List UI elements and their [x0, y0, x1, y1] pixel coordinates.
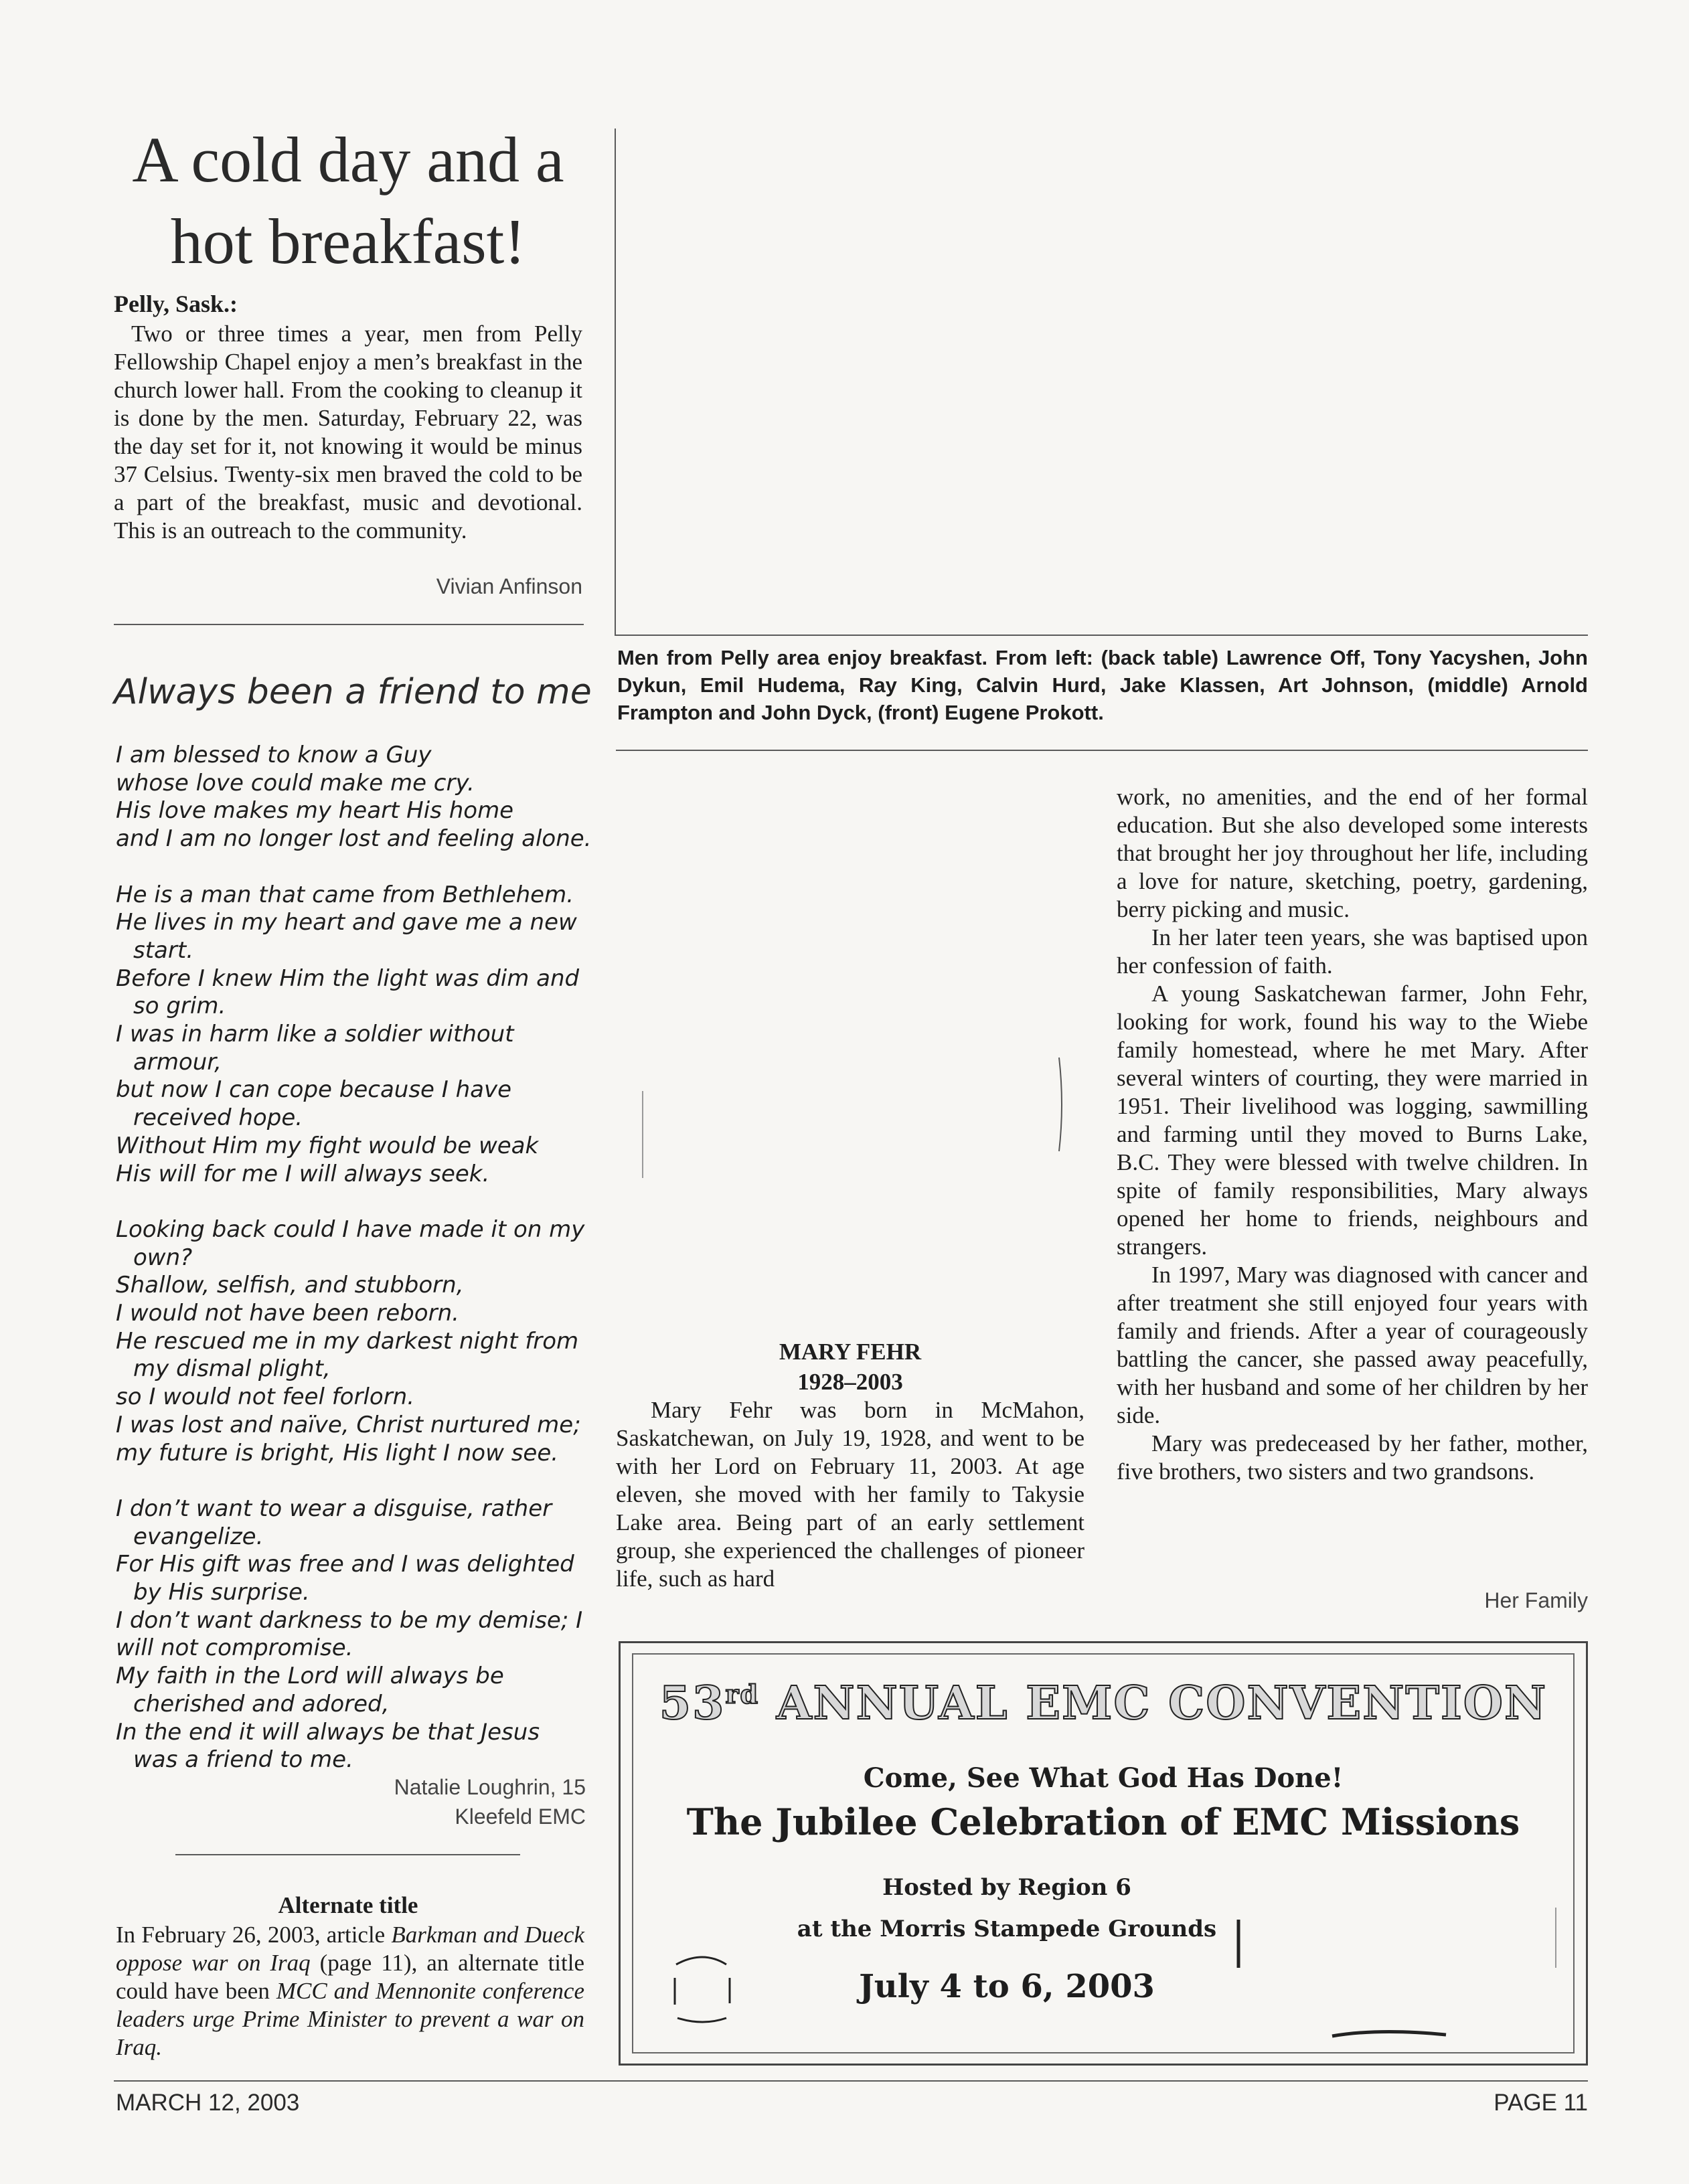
obituary-photo-marks	[623, 776, 1078, 1285]
poem-line: will not compromise.	[116, 1634, 353, 1662]
alternate-title-heading: Alternate title	[278, 1892, 418, 1918]
poem-stanza	[116, 1495, 591, 1774]
poem-line: but now I can cope because I have	[116, 1076, 512, 1104]
convention-ad-venue: at the Morris Stampede Grounds	[797, 1916, 1217, 1942]
obituary-column-2	[1117, 783, 1588, 1486]
poem-line: start.	[133, 936, 193, 964]
poem-line: I don’t want darkness to be my demise; I	[116, 1606, 583, 1634]
poem-line: I was in harm like a soldier without	[116, 1021, 514, 1048]
obituary-name: MARY FEHR	[779, 1339, 922, 1365]
alternate-title-body	[116, 1921, 584, 2062]
poem-line: Without Him my fight would be weak	[116, 1132, 539, 1159]
poem-author: Natalie Loughrin, 15	[394, 1775, 586, 1799]
divider-left-2	[175, 1854, 520, 1855]
convention-ordinal: rd	[725, 1679, 760, 1709]
convention-heading-text: ANNUAL EMC CONVENTION	[776, 1677, 1548, 1730]
poem-line: His will for me I will always seek.	[116, 1160, 490, 1187]
convention-ad-logo-mark	[663, 1951, 743, 2031]
poem-line: In the end it will always be that Jesus	[116, 1718, 540, 1746]
poem-byline	[348, 1772, 586, 1831]
breakfast-byline: Vivian Anfinson	[436, 574, 582, 598]
alt-article-title: Barkman and Dueck oppose war on Iraq	[116, 1922, 584, 1976]
poem-line: armour,	[133, 1048, 222, 1076]
breakfast-headline: A cold day and a hot breakfast!	[132, 124, 564, 277]
poem-line: I don’t want to wear a disguise, rather	[116, 1495, 552, 1522]
poem-line: He is a man that came from Bethlehem.	[116, 881, 574, 908]
poem-line: whose love could make me cry.	[116, 769, 475, 796]
obituary-paragraph: Mary was predeceased by her father, mother, five brothers, two sisters and two grandsons.	[1117, 1430, 1588, 1485]
obituary-paragraph: In 1997, Mary was diagnosed with cancer and after treatment she still enjoyed four years with family and friends. After a year of courageously battling the cancer, she passed away peacefully, with her husband and some of her children by her side.	[1117, 1262, 1588, 1428]
divider-right-1	[616, 750, 1588, 751]
convention-ad-tagline: Come, See What God Has Done!	[863, 1762, 1344, 1794]
convention-number: 53	[659, 1677, 726, 1730]
poem-line: own?	[133, 1244, 193, 1271]
poem-title: Always been a friend to me	[114, 672, 592, 712]
poem-line: I would not have been reborn.	[116, 1300, 459, 1327]
breakfast-body: Two or three times a year, men from Pelly Fellowship Chapel enjoy a men’s breakfast in the church lower hall. From the cooking to cleanup it is done by the men. Saturday, February 22, was the day set for it, not knowing it would be minus 37 Celsius. Twenty-six men braved the cold to be a part of the breakfast, music and devotional. This is an outreach to the community.	[114, 321, 582, 543]
obituary-paragraph: In her later teen years, she was baptised upon her confession of faith.	[1117, 924, 1588, 979]
poem-line: was a friend to me.	[133, 1746, 353, 1774]
poem-line: so grim.	[133, 993, 226, 1020]
poem-line: my dismal plight,	[133, 1355, 331, 1383]
obituary-paragraph: A young Saskatchewan farmer, John Fehr, looking for work, found his way to the Wiebe family homestead, where he met Mary. After several winters of courting, they were married in 1951. Their livelihood was logging, sawmilling and farming until they moved to Burns Lake, B.C. They were blessed with twelve children. In spite of family responsibilities, Mary always opened her home to friends, neighbours and strangers.	[1117, 981, 1588, 1260]
footer-date: MARCH 12, 2003	[116, 2090, 300, 2116]
convention-ad-photo-mark	[1225, 1834, 1573, 2048]
alt-proposed-title: MCC and Mennonite conference leaders urge Prime Minister to prevent a war on Iraq.	[116, 1978, 584, 2060]
footer-page-number: PAGE 11	[1494, 2090, 1588, 2116]
poem-line: so I would not feel forlorn.	[116, 1383, 415, 1411]
obituary-paragraph: work, no amenities, and the end of her formal education. But she also developed some interests that brought her joy throughout her life, including a love for nature, sketching, poetry, gardening, berry picking and music.	[1117, 784, 1588, 922]
poem-stanza	[116, 742, 591, 853]
convention-ad-heading	[632, 1677, 1575, 1730]
divider-left-1	[114, 624, 584, 625]
poem-line: I am blessed to know a Guy	[116, 742, 432, 768]
poem-line: Shallow, selfish, and stubborn,	[116, 1272, 464, 1299]
breakfast-dateline: Pelly, Sask.:	[114, 290, 238, 317]
obituary-dates: 1928–2003	[797, 1369, 903, 1395]
poem-line: For His gift was free and I was delighted	[116, 1551, 574, 1578]
poem-line: Before I knew Him the light was dim and	[116, 964, 580, 992]
convention-ad-title: The Jubilee Celebration of EMC Missions	[686, 1800, 1520, 1843]
convention-ad-dates: July 4 to 6, 2003	[859, 1968, 1155, 2005]
poem-line: my future is bright, His light I now see.	[116, 1439, 559, 1466]
poem-line: He lives in my heart and gave me a new	[116, 909, 577, 936]
obituary-column-1: Mary Fehr was born in McMahon, Saskatchewan, on July 19, 1928, and went to be with her Lord on February 11, 2003. At age eleven, she moved with her family to Takysie Lake area. Being part of an early settlement group, she experienced the challenges of pioneer life, such as hard	[616, 1397, 1084, 1592]
poem-line: His love makes my heart His home	[116, 797, 514, 825]
convention-ad-host: Hosted by Region 6	[882, 1874, 1131, 1901]
poem-line: My faith in the Lord will always be	[116, 1663, 504, 1690]
alt-text-1: In February 26, 2003, article	[116, 1922, 392, 1948]
poem-line: and I am no longer lost and feeling alone.	[116, 825, 592, 853]
photo-caption: Men from Pelly area enjoy breakfast. From left: (back table) Lawrence Off, Tony Yacyshen, John Dykun, Emil Hudema, Ray King, Calvin Hurd, Jake Klassen, Art Johnson, (middle) Arnold Frampton and John Dyck, (front) Eugene Prokott.	[617, 646, 1588, 724]
poem-stanza	[116, 881, 591, 1189]
poem-stanza	[116, 1216, 591, 1467]
poem-line: I was lost and naïve, Christ nurtured me;	[116, 1411, 581, 1438]
poem-line: received hope.	[133, 1104, 303, 1132]
obituary-byline: Her Family	[1484, 1588, 1588, 1612]
poem-church: Kleefeld EMC	[455, 1804, 586, 1829]
poem-line: evangelize.	[133, 1523, 264, 1550]
poem-body	[116, 742, 591, 1802]
footer-rule	[114, 2080, 1588, 2082]
obituary-photo	[623, 776, 1078, 1285]
poem-line: Looking back could I have made it on my	[116, 1215, 585, 1243]
alt-text-2: (page 11), an alternate title could have been	[116, 1950, 584, 2004]
poem-line: cherished and adored,	[133, 1690, 390, 1717]
poem-line: He rescued me in my darkest night from	[116, 1327, 579, 1355]
breakfast-photo-area	[616, 129, 1588, 636]
poem-line: by His surprise.	[133, 1579, 310, 1606]
